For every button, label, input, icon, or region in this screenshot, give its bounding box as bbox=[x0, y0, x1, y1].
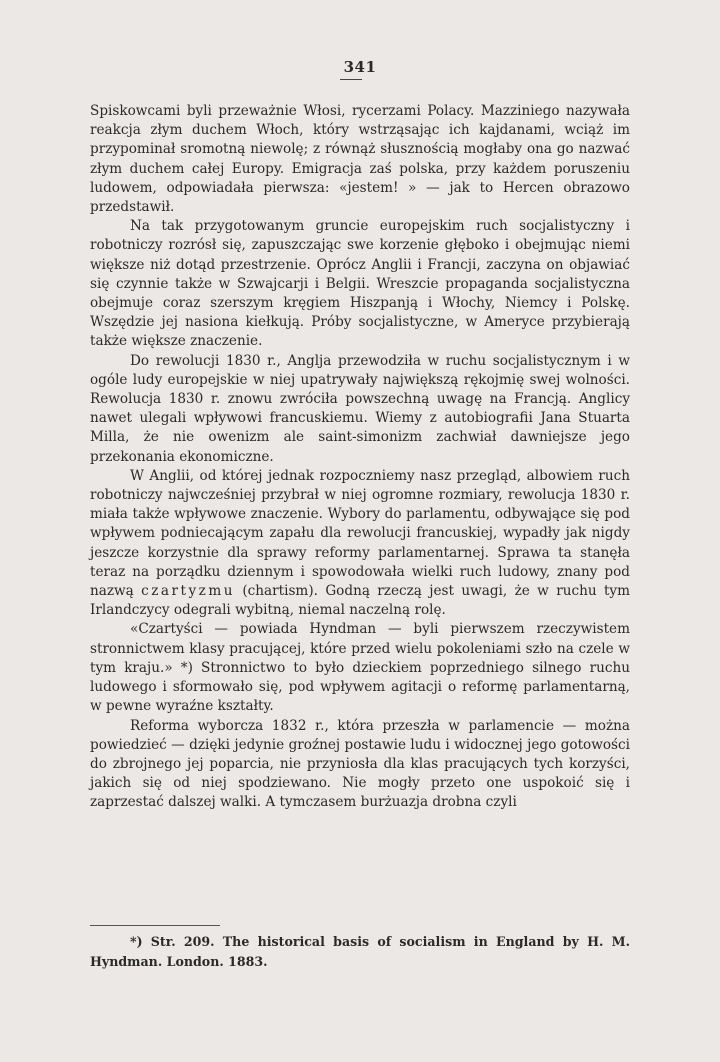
paragraph-3: Do rewolucji 1830 r., Anglja przewodziła w ruchu socjalistycznym i w ogóle ludy europejskie w niej upatrywały największą rękojmię swej wolności. Rewolucja 1830 r. znowu zwróciła powszechną uwagę na Francją. Anglicy nawet ulegali wpływowi francuskiemu. Wiemy z autobiografii Jana Stuarta Milla, że nie owenizm ale saint-simonizm zachwiał dawniejsze jego przekonania ekonomiczne. bbox=[90, 352, 630, 465]
paragraph-4-text-before: W Anglii, od której jednak rozpoczniemy nasz przegląd, albowiem ruch robotniczy najwcześniej przybrał w niej ogromne rozmiary, rewolucja 1830 r. miała także wpływowe znaczenie. Wybory do parlamentu, odbywające się pod wpływem podniecającym zapału dla rewolucji francuskiej, wypadły jak nigdy jeszcze korzystnie dla sprawy reformy parlamentarnej. Sprawa ta stanęła teraz na porządku dziennym i spowodowała wielki ruch ludowy, znany pod nazwą bbox=[90, 467, 630, 600]
page-number: 341 bbox=[343, 58, 377, 76]
paragraph-4-text-after: (chartism). Godną rzeczą jest uwagi, że w ruchu tym Irlandczycy odegrali wybitną, niemal naczelną rolę. bbox=[90, 583, 630, 619]
paragraph-2: Na tak przygotowanym gruncie europejskim ruch socjalistyczny i robotniczy rozrósł się, zapuszczając swe korzenie głęboko i obejmując niemi większe niż dotąd przestrzenie. Oprócz Anglii i Francji, zaczyna on objawiać się czynnie także w Szwajcarji i Belgii. Wreszcie propaganda socjalistyczna obejmuje coraz szerszym kręgiem Hiszpanją i Włochy, Niemcy i Polskę. Wszędzie jej nasiona kiełkują. Próby socjalistyczne, w Ameryce przybierają także większe znaczenie. bbox=[90, 218, 630, 350]
paragraph-5: «Czartyści — powiada Hyndman — byli pierwszem rzeczywistem stronnictwem klasy pracującej, które przed wielu pokoleniami szło na czele w tym kraju.» *) Stronnictwo to było dzieckiem poprzedniego silnego ruchu ludowego i sformowało się, pod wpływem agitacji o reformę parlamentarną, w pewne wyraźne kształty. bbox=[90, 621, 630, 715]
czartyzm-spaced-term: czartyzmu bbox=[141, 583, 235, 600]
footnote-separator bbox=[90, 925, 220, 926]
footnote: *) Str. 209. The historical basis of socialism in England by H. M. Hyndman. London. 1883. bbox=[90, 934, 630, 969]
paragraph-4 bbox=[90, 467, 630, 621]
paragraph-6: Reforma wyborcza 1832 r., która przeszła w parlamencie — można powiedzieć — dzięki jedynie groźnej postawie ludu i widocznej jego gotowości do zbrojnego jej poparcia, nie przyniosła dla klas pracujących tych korzyści, jakich się od niej spodziewano. Nie mogły przeto one uspokoić się i zaprzestać dalszej walki. A tymczasem burżuazja drobna czyli bbox=[90, 717, 630, 811]
paragraph-1: Spiskowcami byli przeważnie Włosi, rycerzami Polacy. Mazziniego nazywała reakcja złym duchem Włoch, który wstrząsając ich kajdanami, wciąż im przypominał sromotną niewolę; z równąż słusznością mogłaby ona go nazwać złym duchem całej Europy. Emigracja zaś polska, przy każdem poruszeniu ludowem, odpowiadała pierwsza: «jestem! » — jak to Hercen obrazowo przedstawił. bbox=[90, 103, 630, 216]
page-number-underline bbox=[340, 79, 362, 80]
body-text bbox=[90, 102, 630, 813]
